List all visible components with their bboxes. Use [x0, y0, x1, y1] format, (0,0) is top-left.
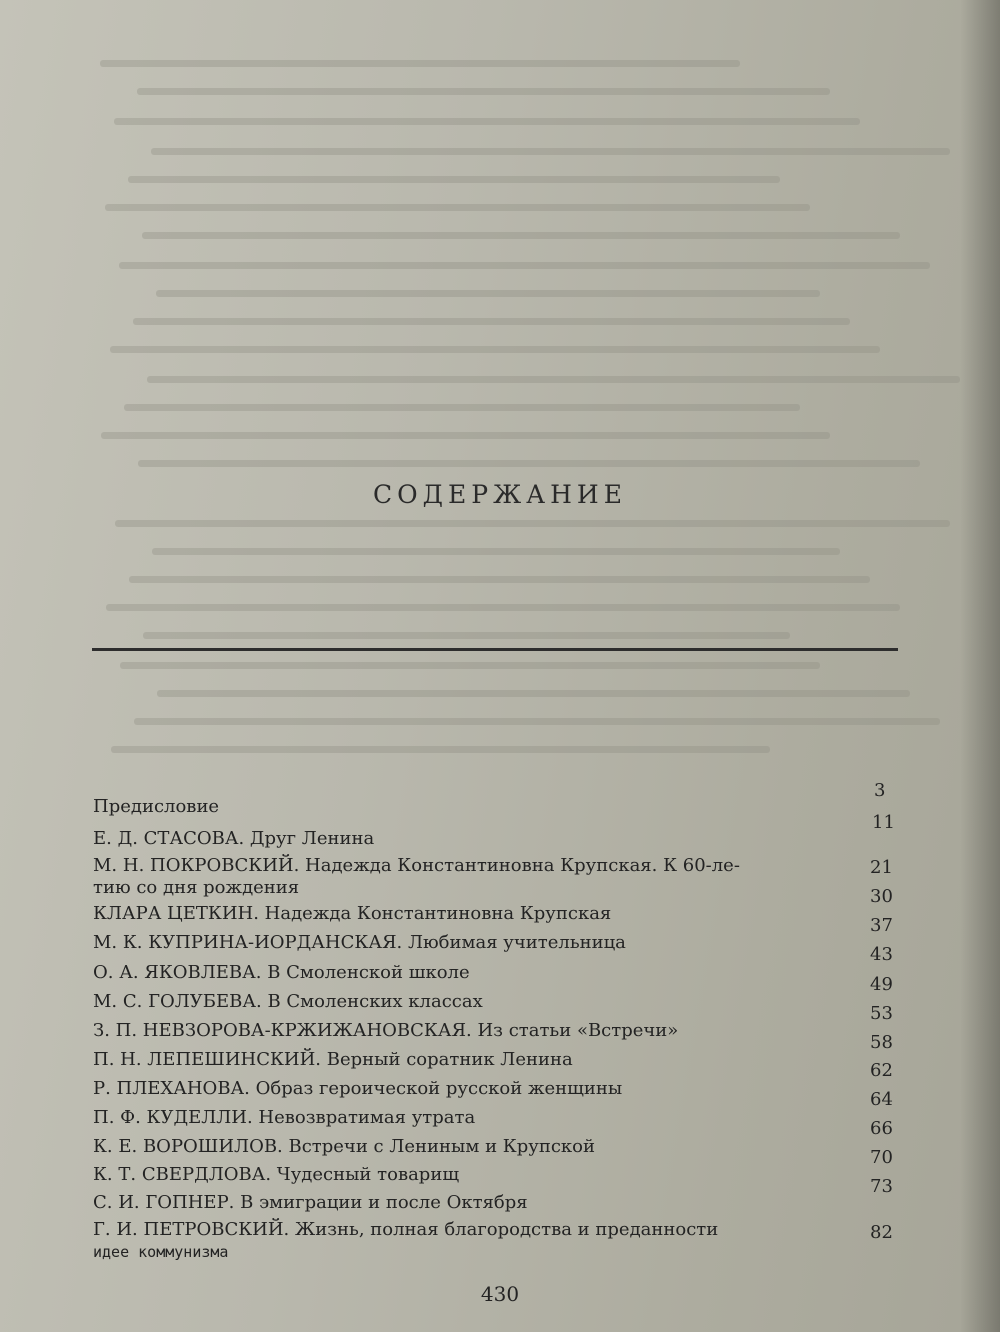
toc-entry-gopner — [93, 1192, 528, 1214]
toc-entry-sverdlova — [93, 1164, 459, 1186]
toc-entry-page: 30 — [870, 886, 893, 907]
toc-entry-page: 53 — [870, 1003, 893, 1024]
toc-entry-kuprina — [93, 932, 626, 954]
toc-entry-page: 49 — [870, 974, 893, 995]
toc-entry-title: О. А. ЯКОВЛЕВА. В Смоленской школе — [93, 962, 470, 983]
toc-entry-page: 62 — [870, 1060, 893, 1081]
toc-entry-title: З. П. НЕВЗОРОВА-КРЖИЖАНОВСКАЯ. Из статьи «Встречи» — [93, 1020, 679, 1041]
toc-entry-title: К. Т. СВЕРДЛОВА. Чудесный товарищ — [93, 1164, 460, 1185]
toc-entry-petrovsky — [93, 1219, 719, 1261]
contents-heading: СОДЕРЖАНИЕ — [373, 480, 627, 509]
toc-entry-nevzorova — [93, 1020, 678, 1042]
toc-entry-title: Р. ПЛЕХАНОВА. Образ героической русской женщины — [93, 1078, 623, 1099]
toc-entry-plekhanova — [93, 1078, 622, 1100]
page-number: 430 — [480, 1282, 520, 1306]
toc-entry-page: 73 — [870, 1176, 893, 1197]
toc-entry-preface — [93, 796, 219, 818]
toc-entry-pokrovsky — [93, 855, 740, 898]
toc-entry-lepeshinsky — [93, 1049, 573, 1071]
toc-entry-kudelli — [93, 1107, 475, 1129]
toc-entry-page: 11 — [872, 812, 895, 833]
toc-entry-title-continued: тию со дня рождения — [93, 877, 300, 898]
toc-entry-page: 43 — [870, 944, 893, 965]
toc-entry-page: 64 — [870, 1089, 893, 1110]
toc-entry-title: Предисловие — [93, 796, 220, 817]
toc-entry-golubeva — [93, 991, 483, 1013]
toc-entry-title: Г. И. ПЕТРОВСКИЙ. Жизнь, полная благородства и преданности — [93, 1219, 719, 1240]
toc-entry-page: 21 — [870, 857, 893, 878]
toc-entry-page: 3 — [874, 780, 886, 801]
toc-entry-page: 58 — [870, 1032, 893, 1053]
toc-entry-yakovleva — [93, 962, 470, 984]
toc-entry-title: М. К. КУПРИНА-ИОРДАНСКАЯ. Любимая учительница — [93, 932, 626, 953]
toc-entry-voroshilov — [93, 1136, 595, 1158]
toc-entry-title: С. И. ГОПНЕР. В эмиграции и после Октября — [93, 1192, 528, 1213]
toc-entry-title: КЛАРА ЦЕТКИН. Надежда Константиновна Крупская — [93, 903, 612, 924]
toc-entry-title: К. Е. ВОРОШИЛОВ. Встречи с Лениным и Крупской — [93, 1136, 595, 1157]
toc-entry-title: П. Ф. КУДЕЛЛИ. Невозвратимая утрата — [93, 1107, 476, 1128]
toc-entry-page: 82 — [870, 1222, 893, 1243]
toc-entry-stasova — [93, 828, 374, 850]
toc-entry-title: М. Н. ПОКРОВСКИЙ. Надежда Константиновна Крупская. К 60-ле- — [93, 855, 740, 876]
toc-entry-title: П. Н. ЛЕПЕШИНСКИЙ. Верный соратник Ленина — [93, 1049, 573, 1070]
toc-entry-page: 70 — [870, 1147, 893, 1168]
toc-entry-page: 66 — [870, 1118, 893, 1139]
toc-entry-title: Е. Д. СТАСОВА. Друг Ленина — [93, 828, 375, 849]
toc-entry-zetkin — [93, 903, 611, 925]
toc-entry-title: М. С. ГОЛУБЕВА. В Смоленских классах — [93, 991, 483, 1012]
toc-entry-title-continued: идее коммунизма — [93, 1243, 229, 1261]
toc-entry-page: 37 — [870, 915, 893, 936]
